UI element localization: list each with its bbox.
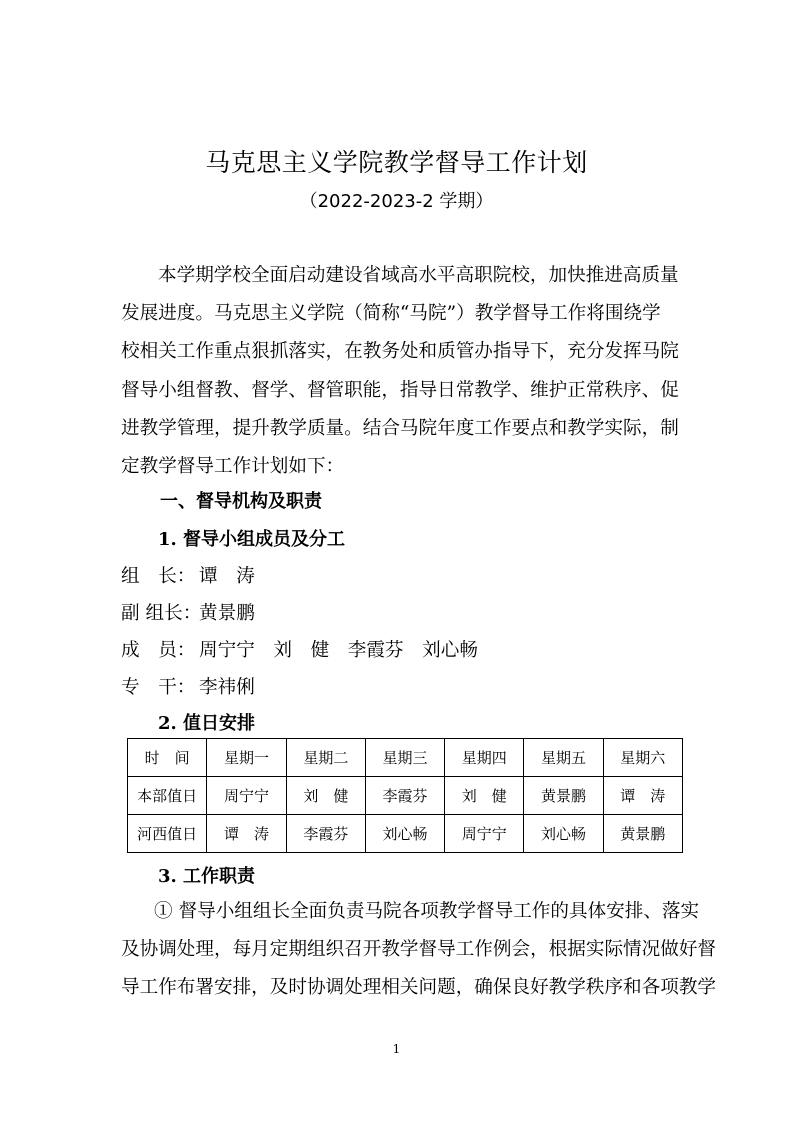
table-row bbox=[128, 815, 683, 853]
table-header-cell: 星期一 bbox=[207, 739, 286, 777]
table-cell: 李霞芬 bbox=[286, 815, 365, 853]
subheading-duty: 2. 值日安排 bbox=[158, 713, 256, 734]
table-cell: 刘心畅 bbox=[365, 815, 444, 853]
member-row-deputy bbox=[121, 599, 255, 625]
table-header-row bbox=[128, 739, 683, 777]
subheading-members: 1. 督导小组成员及分工 bbox=[158, 529, 346, 550]
document-subtitle: （2022-2023-2 学期） bbox=[299, 191, 494, 212]
table-header-cell: 星期六 bbox=[603, 739, 682, 777]
member-role: 专 干： bbox=[121, 677, 196, 698]
table-cell: 谭 涛 bbox=[207, 815, 286, 853]
table-header-cell: 时 间 bbox=[128, 739, 207, 777]
subheading-responsibilities: 3. 工作职责 bbox=[158, 866, 256, 887]
responsibility-line: ① 督导小组组长全面负责马院各项教学督导工作的具体安排、落实 bbox=[154, 901, 700, 922]
table-cell: 李霞芬 bbox=[365, 777, 444, 815]
section-heading-1: 一、督导机构及职责 bbox=[160, 491, 322, 512]
table-cell: 刘 健 bbox=[286, 777, 365, 815]
intro-line: 发展进度。马克思主义学院（简称“马院”）教学督导工作将围绕学 bbox=[121, 303, 661, 325]
intro-line: 校相关工作重点狠抓落实，在教务处和质管办指导下，充分发挥马院 bbox=[121, 341, 679, 363]
intro-line: 定教学督导工作计划如下： bbox=[121, 456, 345, 478]
table-cell: 刘 健 bbox=[445, 777, 524, 815]
responsibility-line: 导工作布署安排，及时协调处理相关问题，确保良好教学秩序和各项教学 bbox=[121, 977, 717, 999]
table-row bbox=[128, 777, 683, 815]
table-cell: 黄景鹏 bbox=[603, 815, 682, 853]
table-cell: 本部值日 bbox=[128, 777, 207, 815]
table-cell: 周宁宁 bbox=[445, 815, 524, 853]
intro-line: 本学期学校全面启动建设省域高水平高职院校，加快推进高质量 bbox=[158, 265, 679, 286]
table-cell: 黄景鹏 bbox=[524, 777, 603, 815]
table-cell: 谭 涛 bbox=[603, 777, 682, 815]
member-names: 黄景鹏 bbox=[199, 603, 255, 624]
table-header-cell: 星期二 bbox=[286, 739, 365, 777]
table-cell: 周宁宁 bbox=[207, 777, 286, 815]
table-header-cell: 星期三 bbox=[365, 739, 444, 777]
document-title: 马克思主义学院教学督导工作计划 bbox=[205, 148, 588, 177]
member-names: 李祎俐 bbox=[199, 677, 255, 698]
member-row-staff bbox=[121, 673, 255, 699]
table-header-cell: 星期五 bbox=[524, 739, 603, 777]
responsibilities-paragraph bbox=[121, 893, 717, 1008]
page-number: 1 bbox=[392, 1042, 401, 1056]
table-header-cell: 星期四 bbox=[445, 739, 524, 777]
table-cell: 刘心畅 bbox=[524, 815, 603, 853]
member-row-leader bbox=[121, 562, 255, 588]
member-role: 成 员： bbox=[121, 640, 196, 661]
member-row-members bbox=[121, 636, 478, 662]
intro-line: 进教学管理，提升教学质量。结合马院年度工作要点和教学实际，制 bbox=[121, 417, 679, 439]
duty-schedule-table bbox=[127, 738, 683, 853]
member-names: 谭 涛 bbox=[199, 566, 255, 587]
table-cell: 河西值日 bbox=[128, 815, 207, 853]
intro-paragraph bbox=[121, 257, 677, 486]
member-role: 副 组长： bbox=[121, 603, 202, 624]
responsibility-line: 及协调处理，每月定期组织召开教学督导工作例会，根据实际情况做好督 bbox=[121, 939, 717, 961]
intro-line: 督导小组督教、督学、督管职能，指导日常教学、维护正常秩序、促 bbox=[121, 379, 679, 401]
member-role: 组 长： bbox=[121, 566, 196, 587]
member-names: 周宁宁 刘 健 李霞芬 刘心畅 bbox=[199, 640, 478, 661]
